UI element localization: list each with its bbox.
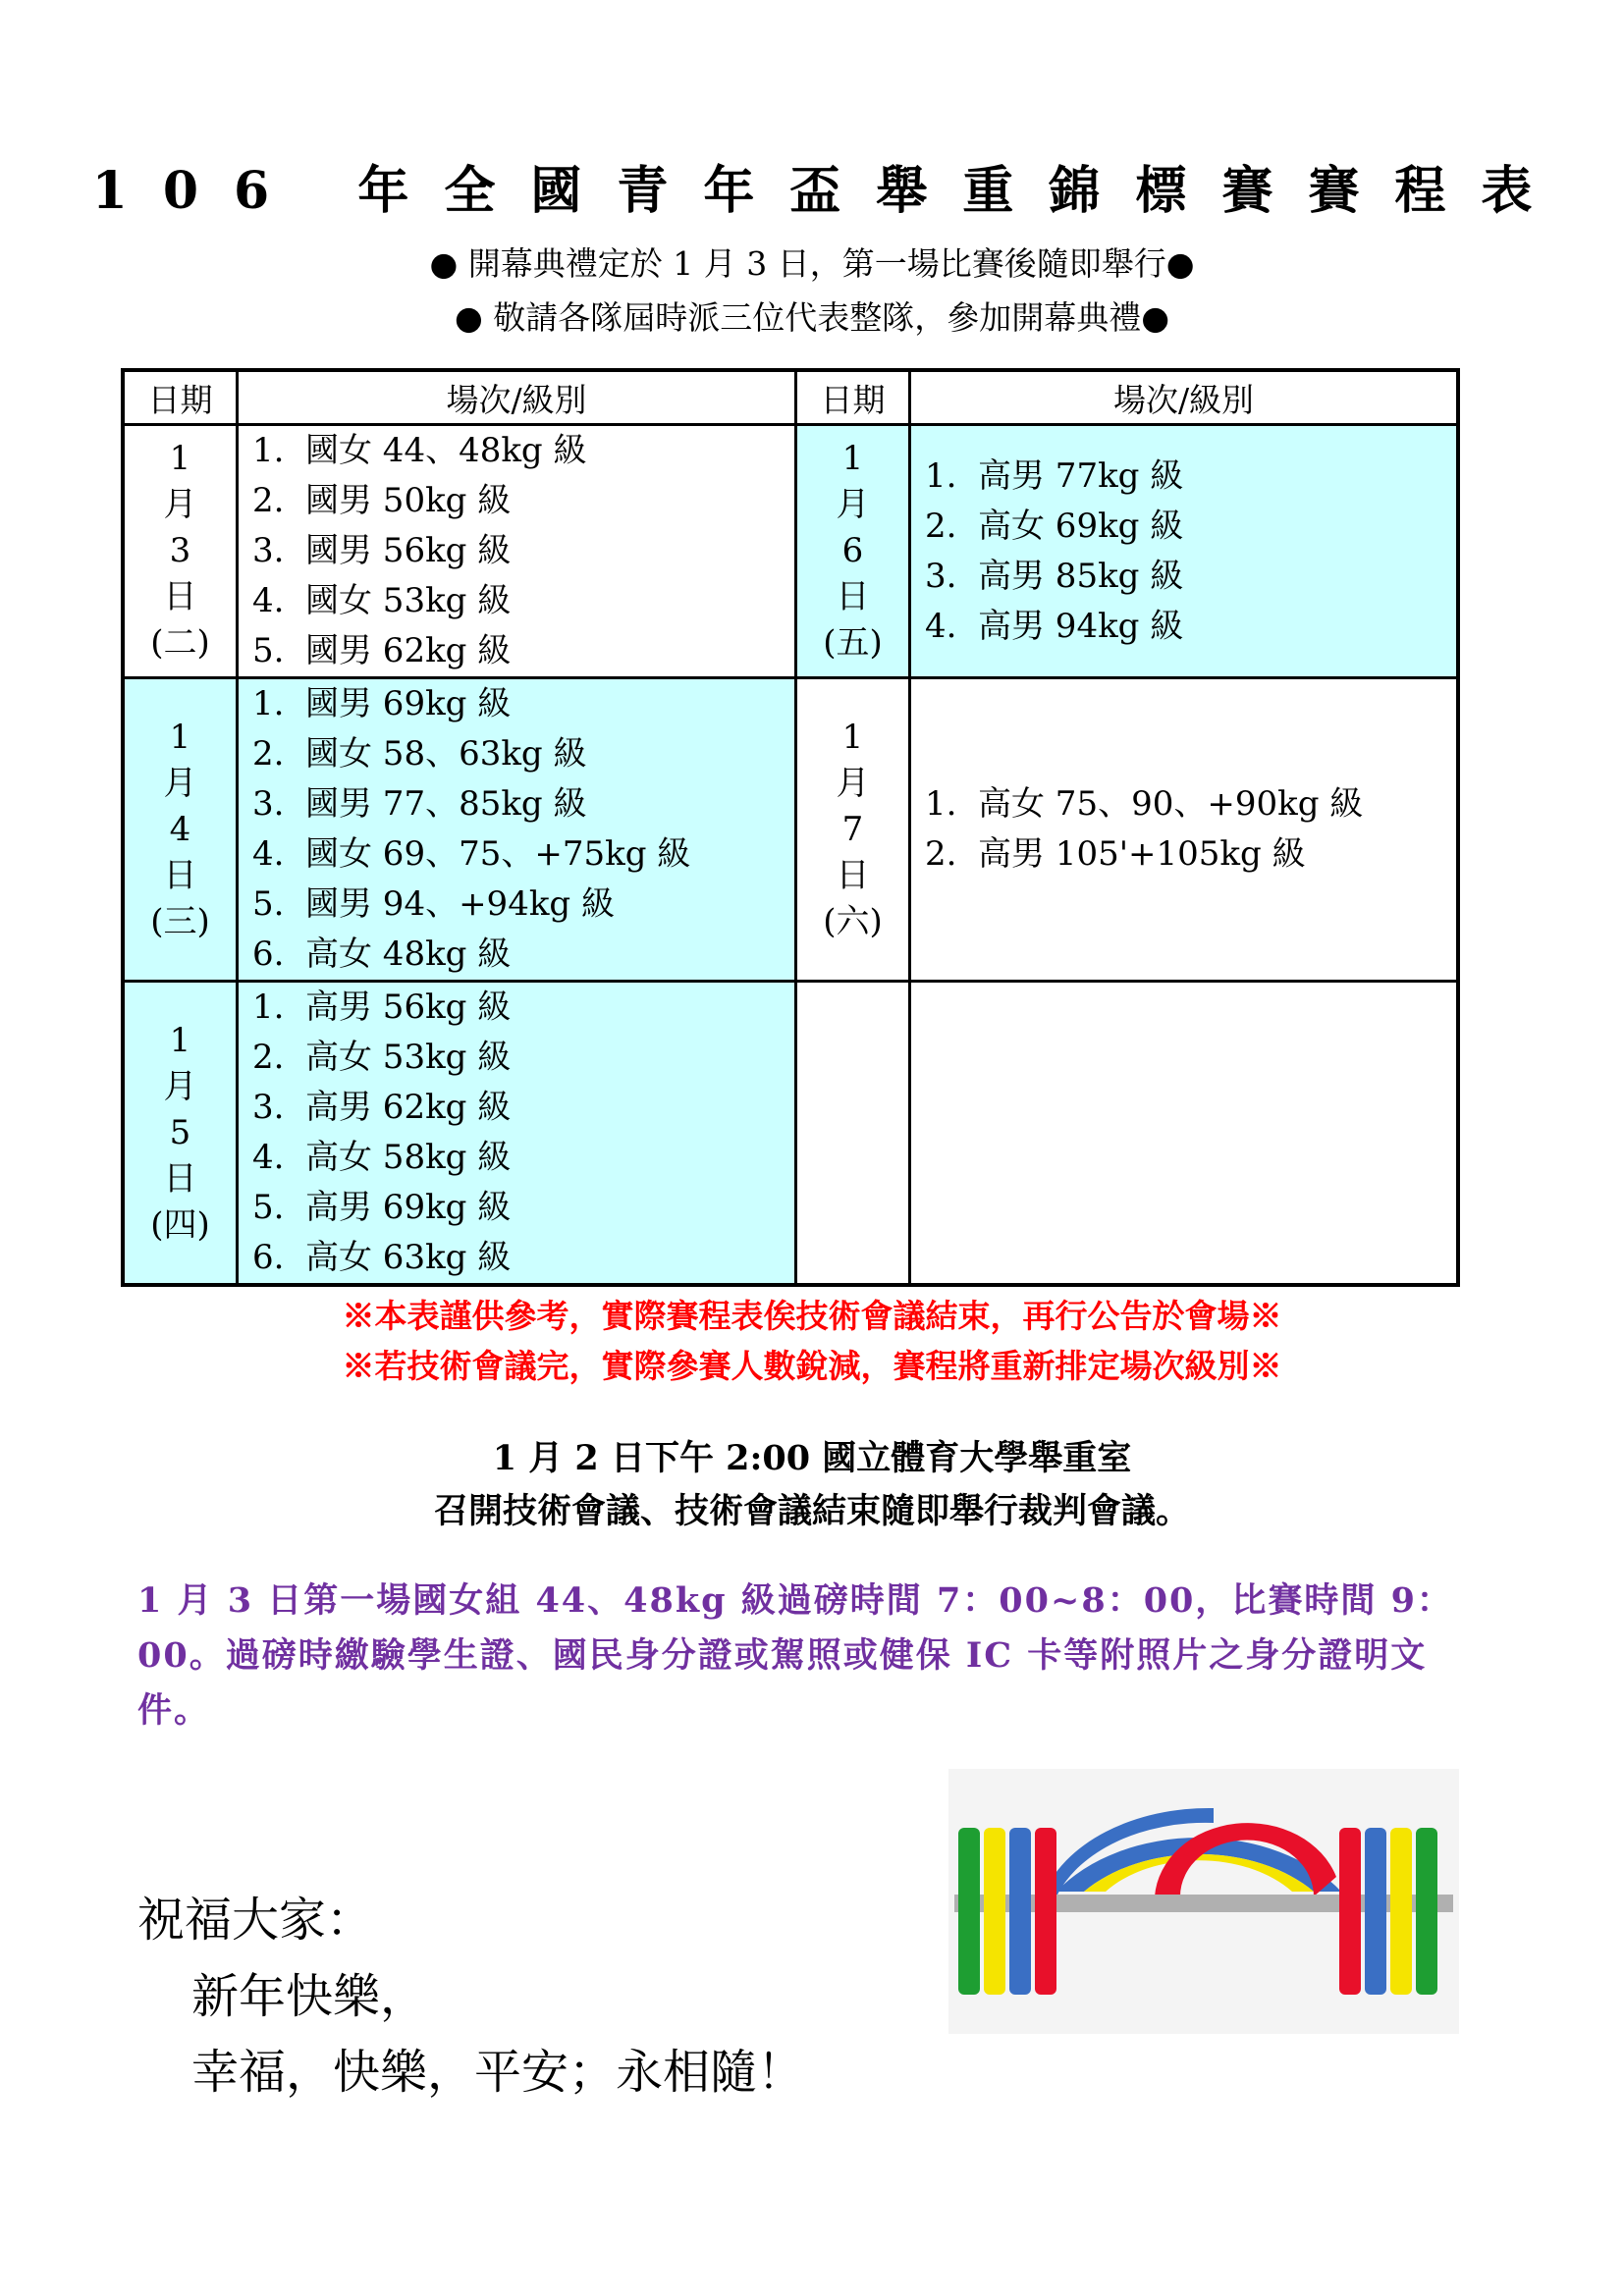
header-items-right: 場次/級別 — [910, 370, 1459, 425]
greeting-line-1: 祝福大家： — [137, 1893, 374, 1948]
date-line: 6 — [841, 531, 864, 570]
item-label: 高女 75、90、+90kg 級 — [978, 784, 1364, 824]
list-item — [252, 1033, 794, 1083]
date-line: 1 — [169, 717, 191, 757]
empty-cell — [796, 982, 910, 1286]
list-item — [925, 502, 1456, 552]
date-cell — [796, 425, 910, 678]
date-cell — [796, 678, 910, 982]
item-number: 3. — [252, 531, 285, 570]
item-number: 3. — [252, 784, 285, 824]
greeting-line-2: 新年快樂， — [191, 1969, 428, 2024]
weighin-info: 1 月 3 日第一場國女組 44、48kg 級過磅時間 7：00~8：00，比賽時間 9：00。過磅時繳驗學生證、國民身分證或駕照或健保 IC 卡等附照片之身分證明文件。 — [137, 1580, 1453, 1731]
item-number: 1. — [252, 431, 285, 470]
date-line: 1 — [169, 439, 191, 478]
date-line: 月 — [163, 1066, 197, 1106]
item-number: 1. — [925, 455, 957, 496]
meeting-description: 召開技術會議、技術會議結束隨即舉行裁判會議。 — [433, 1491, 1190, 1531]
item-number: 3. — [925, 556, 957, 596]
list-item — [252, 779, 794, 829]
page-title: 106 年全國青年盃舉重錦標賽賽程表 — [91, 161, 1568, 221]
item-label: 國男 94、+94kg 級 — [305, 884, 615, 924]
item-label: 高男 94kg 級 — [978, 606, 1184, 646]
date-line: 3 — [169, 531, 191, 570]
date-line: 1 — [841, 439, 864, 478]
item-label: 高女 48kg 級 — [305, 934, 512, 974]
item-label: 高女 63kg 級 — [305, 1238, 512, 1277]
table-row — [123, 678, 1458, 982]
item-number: 2. — [252, 1038, 285, 1077]
remark-1: ※本表謹供參考，實際賽程表俟技術會議結束，再行公告於會場※ — [342, 1297, 1282, 1335]
item-label: 高女 58kg 級 — [305, 1138, 512, 1177]
date-line: (四) — [150, 1204, 210, 1245]
items-cell — [238, 678, 796, 982]
date-line: 1 — [841, 717, 864, 757]
list-item — [925, 452, 1456, 502]
table-row — [123, 425, 1458, 678]
date-line: 日 — [163, 855, 197, 895]
date-line: 月 — [163, 763, 197, 803]
list-item — [925, 602, 1456, 652]
item-label: 國男 77、85kg 級 — [305, 784, 587, 824]
item-label: 國女 69、75、+75kg 級 — [305, 834, 691, 874]
items-cell — [238, 982, 796, 1286]
item-label: 高男 105'+105kg 級 — [978, 834, 1306, 874]
item-number: 2. — [252, 734, 285, 774]
date-line: 月 — [163, 485, 197, 524]
item-label: 國男 50kg 級 — [305, 481, 512, 520]
item-number: 1. — [252, 684, 285, 723]
list-item — [252, 1183, 794, 1233]
list-item — [252, 576, 794, 626]
list-item — [252, 829, 794, 880]
item-number: 5. — [252, 631, 285, 670]
item-label: 國女 44、48kg 級 — [305, 431, 587, 470]
date-line: 7 — [841, 809, 864, 849]
date-cell — [123, 678, 238, 982]
date-line: (六) — [823, 901, 883, 941]
item-number: 4. — [252, 581, 285, 620]
item-label: 國男 56kg 級 — [305, 531, 512, 570]
remark-2: ※若技術會議完，實際參賽人數銳減，賽程將重新排定場次級別※ — [342, 1347, 1282, 1385]
list-item — [925, 829, 1456, 880]
item-number: 4. — [252, 834, 285, 874]
header-date-left: 日期 — [123, 370, 238, 425]
list-item — [252, 426, 794, 476]
meeting-time: 1 月 2 日下午 2:00 國立體育大學舉重室 — [492, 1438, 1132, 1478]
item-number: 4. — [925, 606, 957, 646]
table-row — [123, 982, 1458, 1286]
items-cell — [910, 425, 1459, 678]
date-cell — [123, 982, 238, 1286]
date-line: 4 — [169, 809, 191, 849]
item-label: 國男 69kg 級 — [305, 684, 512, 723]
greeting-line-3: 幸福，快樂，平安；永相隨！ — [191, 2045, 805, 2100]
date-line: 日 — [836, 577, 870, 616]
date-cell — [123, 425, 238, 678]
header-items-left: 場次/級別 — [238, 370, 796, 425]
list-item — [252, 626, 794, 676]
item-label: 高男 62kg 級 — [305, 1088, 512, 1127]
list-item — [252, 526, 794, 576]
item-number: 2. — [925, 506, 957, 546]
header-date-right: 日期 — [796, 370, 910, 425]
opening-notice: ● 開幕典禮定於 1 月 3 日，第一場比賽後隨即舉行● — [429, 244, 1195, 283]
item-number: 1. — [252, 988, 285, 1027]
list-item — [252, 983, 794, 1033]
list-item — [925, 779, 1456, 829]
item-label: 高男 85kg 級 — [978, 556, 1184, 596]
item-number: 6. — [252, 1238, 285, 1277]
list-item — [252, 1133, 794, 1183]
date-line: (三) — [150, 901, 210, 941]
date-line: 日 — [163, 577, 197, 616]
item-label: 高女 69kg 級 — [978, 506, 1184, 546]
barbell-rainbow-icon — [948, 1769, 1459, 2034]
table-header-row — [123, 370, 1458, 425]
items-cell — [238, 425, 796, 678]
item-label: 國女 58、63kg 級 — [305, 734, 587, 774]
list-item — [252, 679, 794, 729]
date-line: (五) — [823, 623, 883, 663]
date-line: 5 — [169, 1112, 191, 1152]
schedule-table — [121, 368, 1460, 1287]
item-label: 高男 56kg 級 — [305, 988, 512, 1027]
item-label: 高女 53kg 級 — [305, 1038, 512, 1077]
item-number: 5. — [252, 1188, 285, 1227]
list-item — [252, 880, 794, 930]
item-label: 國男 62kg 級 — [305, 631, 512, 670]
item-number: 6. — [252, 934, 285, 974]
item-number: 3. — [252, 1088, 285, 1127]
team-notice: ● 敬請各隊屆時派三位代表整隊，參加開幕典禮● — [454, 298, 1170, 337]
empty-cell — [910, 982, 1459, 1286]
date-line: 日 — [163, 1158, 197, 1199]
list-item — [252, 1083, 794, 1133]
item-number: 2. — [252, 481, 285, 520]
item-number: 4. — [252, 1138, 285, 1177]
list-item — [925, 552, 1456, 602]
date-line: (二) — [150, 623, 210, 663]
date-line: 月 — [836, 763, 870, 803]
item-label: 高男 69kg 級 — [305, 1188, 512, 1227]
item-number: 1. — [925, 784, 957, 824]
items-cell — [910, 678, 1459, 982]
list-item — [252, 930, 794, 980]
list-item — [252, 1233, 794, 1283]
date-line: 日 — [836, 855, 870, 895]
date-line: 1 — [169, 1020, 191, 1060]
list-item — [252, 476, 794, 526]
date-line: 月 — [836, 485, 870, 524]
item-label: 國女 53kg 級 — [305, 581, 512, 620]
item-number: 2. — [925, 834, 957, 874]
item-number: 5. — [252, 884, 285, 924]
list-item — [252, 729, 794, 779]
item-label: 高男 77kg 級 — [978, 455, 1184, 496]
